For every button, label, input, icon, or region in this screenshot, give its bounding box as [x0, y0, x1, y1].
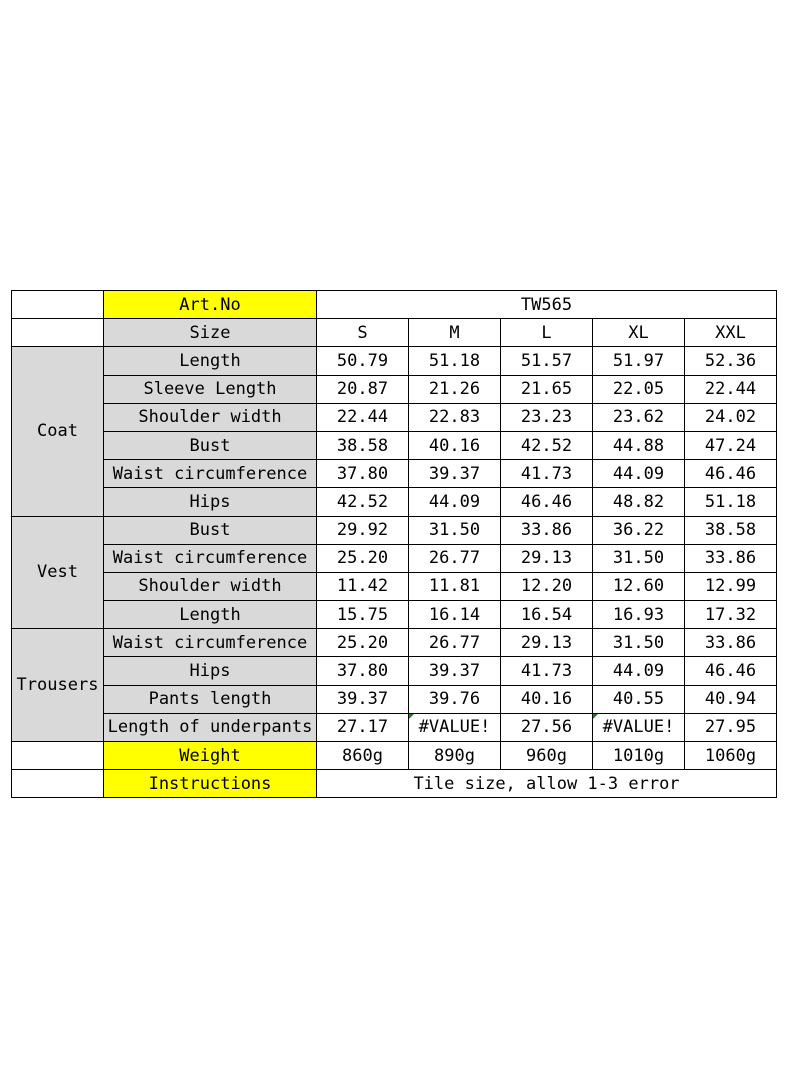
- weight-value: 960g: [501, 742, 593, 770]
- measurement-value: 12.99: [685, 572, 777, 600]
- measurement-value: 33.86: [501, 516, 593, 544]
- measurement-row: [12, 657, 777, 685]
- measurement-value: 33.86: [685, 629, 777, 657]
- size-header: S: [317, 319, 409, 347]
- weight-row: [12, 742, 777, 770]
- measurement-value: 27.17: [317, 713, 409, 741]
- size-header: L: [501, 319, 593, 347]
- measurement-label: Waist circumference: [104, 460, 317, 488]
- measurement-label: Hips: [104, 488, 317, 516]
- measurement-row: [12, 713, 777, 741]
- art-no-label: Art.No: [104, 291, 317, 319]
- measurement-value: 23.23: [501, 403, 593, 431]
- measurement-label: Hips: [104, 657, 317, 685]
- group-label: Trousers: [12, 629, 104, 742]
- measurement-value: 44.09: [593, 657, 685, 685]
- measurement-value: 29.13: [501, 629, 593, 657]
- weight-value: 1060g: [685, 742, 777, 770]
- size-header: XXL: [685, 319, 777, 347]
- size-row: [12, 319, 777, 347]
- measurement-value: 51.57: [501, 347, 593, 375]
- measurement-label: Length of underpants: [104, 713, 317, 741]
- measurement-value: 44.09: [409, 488, 501, 516]
- measurement-label: Length: [104, 601, 317, 629]
- measurement-value: 40.55: [593, 685, 685, 713]
- measurement-label: Pants length: [104, 685, 317, 713]
- measurement-value: 25.20: [317, 544, 409, 572]
- size-chart-table: [11, 290, 777, 798]
- corner-cell: [12, 770, 104, 798]
- measurement-value: 23.62: [593, 403, 685, 431]
- measurement-value: 44.88: [593, 431, 685, 459]
- art-no-row: [12, 291, 777, 319]
- measurement-value: 38.58: [685, 516, 777, 544]
- size-label: Size: [104, 319, 317, 347]
- group-label: Vest: [12, 516, 104, 629]
- measurement-value: 40.16: [501, 685, 593, 713]
- measurement-row: [12, 347, 777, 375]
- measurement-value: #VALUE!: [409, 713, 501, 741]
- measurement-value: 11.42: [317, 572, 409, 600]
- measurement-value: 17.32: [685, 601, 777, 629]
- measurement-value: 40.94: [685, 685, 777, 713]
- measurement-value: 22.05: [593, 375, 685, 403]
- measurement-value: 31.50: [409, 516, 501, 544]
- measurement-value: 37.80: [317, 460, 409, 488]
- measurement-row: [12, 572, 777, 600]
- measurement-value: 27.95: [685, 713, 777, 741]
- measurement-value: 21.26: [409, 375, 501, 403]
- measurement-label: Length: [104, 347, 317, 375]
- measurement-value: 20.87: [317, 375, 409, 403]
- measurement-value: 51.97: [593, 347, 685, 375]
- measurement-value: 22.44: [317, 403, 409, 431]
- measurement-value: 31.50: [593, 544, 685, 572]
- measurement-value: 37.80: [317, 657, 409, 685]
- measurement-value: 11.81: [409, 572, 501, 600]
- measurement-label: Shoulder width: [104, 572, 317, 600]
- instructions-label: Instructions: [104, 770, 317, 798]
- measurement-value: 25.20: [317, 629, 409, 657]
- measurement-value: 36.22: [593, 516, 685, 544]
- measurement-value: 16.54: [501, 601, 593, 629]
- measurement-value: 39.37: [409, 460, 501, 488]
- measurement-value: 48.82: [593, 488, 685, 516]
- weight-value: 890g: [409, 742, 501, 770]
- measurement-row: [12, 544, 777, 572]
- corner-cell: [12, 291, 104, 319]
- measurement-value: 29.13: [501, 544, 593, 572]
- measurement-value: 27.56: [501, 713, 593, 741]
- measurement-row: [12, 601, 777, 629]
- instructions-row: [12, 770, 777, 798]
- measurement-value: 22.44: [685, 375, 777, 403]
- measurement-value: 12.20: [501, 572, 593, 600]
- measurement-value: 42.52: [501, 431, 593, 459]
- measurement-value: 12.60: [593, 572, 685, 600]
- measurement-value: 50.79: [317, 347, 409, 375]
- measurement-value: 41.73: [501, 460, 593, 488]
- measurement-label: Sleeve Length: [104, 375, 317, 403]
- measurement-value: 44.09: [593, 460, 685, 488]
- measurement-value: 33.86: [685, 544, 777, 572]
- measurement-value: 41.73: [501, 657, 593, 685]
- measurement-value: 26.77: [409, 544, 501, 572]
- corner-cell: [12, 742, 104, 770]
- measurement-value: 42.52: [317, 488, 409, 516]
- measurement-value: 26.77: [409, 629, 501, 657]
- measurement-value: 51.18: [685, 488, 777, 516]
- measurement-value: 52.36: [685, 347, 777, 375]
- measurement-value: 47.24: [685, 431, 777, 459]
- measurement-value: 46.46: [685, 460, 777, 488]
- measurement-value: 16.93: [593, 601, 685, 629]
- size-header: M: [409, 319, 501, 347]
- measurement-value: 40.16: [409, 431, 501, 459]
- art-no-value: TW565: [317, 291, 777, 319]
- measurement-value: 24.02: [685, 403, 777, 431]
- measurement-value: 46.46: [501, 488, 593, 516]
- measurement-value: 31.50: [593, 629, 685, 657]
- corner-cell: [12, 319, 104, 347]
- measurement-row: [12, 685, 777, 713]
- measurement-label: Waist circumference: [104, 544, 317, 572]
- measurement-value: 38.58: [317, 431, 409, 459]
- measurement-value: #VALUE!: [593, 713, 685, 741]
- measurement-value: 39.37: [409, 657, 501, 685]
- measurement-row: [12, 516, 777, 544]
- measurement-value: 15.75: [317, 601, 409, 629]
- weight-label: Weight: [104, 742, 317, 770]
- size-chart-body: [12, 291, 777, 798]
- measurement-label: Bust: [104, 516, 317, 544]
- weight-value: 860g: [317, 742, 409, 770]
- measurement-row: [12, 629, 777, 657]
- measurement-row: [12, 460, 777, 488]
- measurement-label: Bust: [104, 431, 317, 459]
- instructions-text: Tile size, allow 1-3 error: [317, 770, 777, 798]
- measurement-value: 39.76: [409, 685, 501, 713]
- group-label: Coat: [12, 347, 104, 516]
- measurement-value: 21.65: [501, 375, 593, 403]
- measurement-label: Shoulder width: [104, 403, 317, 431]
- measurement-value: 39.37: [317, 685, 409, 713]
- weight-value: 1010g: [593, 742, 685, 770]
- measurement-label: Waist circumference: [104, 629, 317, 657]
- measurement-value: 16.14: [409, 601, 501, 629]
- measurement-row: [12, 488, 777, 516]
- measurement-value: 46.46: [685, 657, 777, 685]
- measurement-row: [12, 375, 777, 403]
- measurement-value: 51.18: [409, 347, 501, 375]
- measurement-value: 29.92: [317, 516, 409, 544]
- size-header: XL: [593, 319, 685, 347]
- measurement-value: 22.83: [409, 403, 501, 431]
- measurement-row: [12, 431, 777, 459]
- measurement-row: [12, 403, 777, 431]
